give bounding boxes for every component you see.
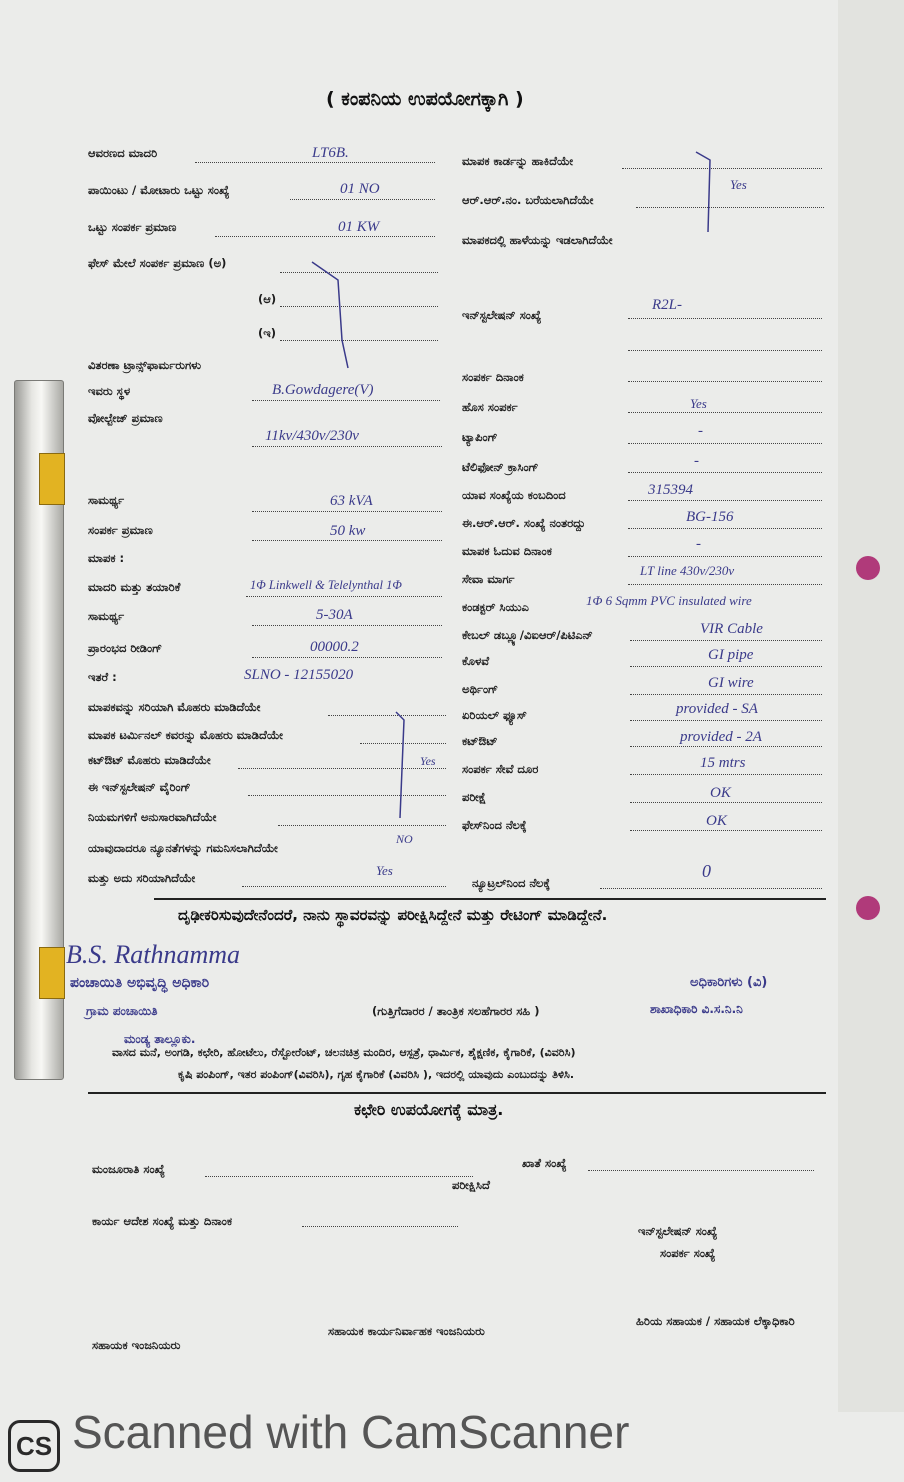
left-label-12: ಮಾದರಿ ಮತ್ತು ತಯಾರಿಕೆ bbox=[88, 580, 181, 594]
right-label-11: ಸೇವಾ ಮಾರ್ಗ bbox=[462, 572, 515, 586]
right-label-18: ಸಂಪರ್ಕ ಸೇವೆ ದೂರ bbox=[462, 762, 539, 776]
right-value-19: OK bbox=[710, 785, 731, 801]
punch-hole-top bbox=[856, 556, 880, 580]
camscanner-logo-icon: CS bbox=[8, 1420, 60, 1472]
sign-senior-assistant: ಹಿರಿಯ ಸಹಾಯಕ / ಸಹಾಯಕ ಲೆಕ್ಕಾಧಿಕಾರಿ bbox=[636, 1314, 795, 1328]
left-label-0: ಆವರಣದ ಮಾದರಿ bbox=[88, 146, 158, 160]
sign-assistant-engineer: ಸಹಾಯಕ ಇಂಜನಿಯರು bbox=[92, 1338, 181, 1352]
scanner-watermark: Scanned with CamScanner bbox=[72, 1406, 630, 1458]
right-value-20: OK bbox=[706, 813, 727, 829]
work-order-label: ಕಾರ್ಯ ಆದೇಶ ಸಂಖ್ಯೆ ಮತ್ತು ದಿನಾಂಕ bbox=[92, 1214, 233, 1228]
right-value-12: 1Φ 6 Sqmm PVC insulated wire bbox=[586, 593, 752, 608]
left-label-16: ಮಾಪಕವನ್ನು ಸರಿಯಾಗಿ ಮೊಹರು ಮಾಡಿದೆಯೇ bbox=[88, 700, 261, 714]
left-label-22: ಮತ್ತು ಅದು ಸರಿಯಾಗಿದೆಯೇ bbox=[88, 871, 196, 885]
left-value-12: 1Φ Linkwell & Telelynthal 1Φ bbox=[250, 578, 402, 592]
left-value-7: B.Gowdagere(V) bbox=[272, 382, 374, 398]
right-value-15: GI wire bbox=[708, 675, 754, 691]
left-label-17: ಮಾಪಕ ಟರ್ಮಿನಲ್ ಕವರನ್ನು ಮೊಹರು ಮಾಡಿದೆಯೇ bbox=[88, 728, 283, 742]
right-value-21: 0 bbox=[702, 861, 711, 881]
right-label-20: ಫೇಸ್‌ನಿಂದ ನೆಲಕ್ಕೆ bbox=[462, 818, 527, 832]
work-order-line bbox=[302, 1226, 458, 1227]
mark-bracket-bottom bbox=[396, 712, 404, 818]
form-title: ( ಕಂಪನಿಯ ಉಪಯೋಗಕ್ಕಾಗಿ ) bbox=[326, 88, 524, 110]
right-value-18: 15 mtrs bbox=[700, 755, 746, 771]
right-label-6: ಟ್ಯಾಪಿಂಗ್ bbox=[462, 430, 498, 444]
left-label-14: ಪ್ರಾರಂಭದ ರೀಡಿಂಗ್ bbox=[88, 641, 163, 655]
account-no-line bbox=[588, 1170, 814, 1171]
left-value-18: Yes bbox=[420, 754, 436, 768]
right-label-9: ಈ.ಆರ್.ಆರ್. ಸಂಖ್ಯೆ ನಂತರದ್ದು bbox=[462, 516, 586, 530]
right-value-7: - bbox=[694, 453, 699, 469]
left-label-20: ನಿಯಮಗಳಿಗೆ ಅನುಸಾರವಾಗಿದೆಯೇ bbox=[88, 810, 217, 824]
right-label-17: ಕಟ್‌ಔಟ್ bbox=[462, 734, 498, 748]
right-value-3: R2L- bbox=[652, 297, 682, 313]
account-no-label: ಖಾತೆ ಸಂಖ್ಯೆ bbox=[522, 1156, 567, 1170]
left-label-7: ಇವರು ಸ್ಥಳ bbox=[88, 384, 131, 398]
left-value-10: 50 kw bbox=[330, 523, 366, 539]
purpose-line2: ಕೃಷಿ ಪಂಪಿಂಗ್, ಇತರ ಪಂಪಿಂಗ್(ವಿವರಿಸಿ), ಗೃಹ ಕೈಗಾರಿಕೆ (ವಿವರಿಸಿ ), ಇದರಲ್ಲಿ ಯಾವುದು ಎಂಬುದನ್ನು ತಿಳಿಸಿ. bbox=[178, 1068, 575, 1081]
right-label-13: ಕೇಬಲ್ ಡಬ್ಲ್ಯೂ/ವಿಐಆರ್/ಪಿಟಿಎನ್ bbox=[462, 628, 593, 642]
office-heading: ಕಛೇರಿ ಉಪಯೋಗಕ್ಕೆ ಮಾತ್ರ. bbox=[354, 1100, 504, 1119]
clip-tab-top bbox=[39, 453, 65, 505]
contractor-caption: (ಗುತ್ತಿಗೆದಾರರ / ತಾಂತ್ರಿಕ ಸಲಹೆಗಾರರ ಸಹಿ ) bbox=[372, 1004, 540, 1018]
right-label-8: ಯಾವ ಸಂಖ್ಯೆಯ ಕಂಬದಿಂದ bbox=[462, 488, 566, 502]
left-label-13: ಸಾಮರ್ಥ್ಯ bbox=[88, 609, 125, 623]
sanction-no-line bbox=[205, 1176, 473, 1177]
stamp-line1: ಪಂಚಾಯಿತಿ ಅಭಿವೃದ್ಧಿ ಅಧಿಕಾರಿ bbox=[70, 975, 210, 991]
right-value-6: - bbox=[698, 423, 703, 439]
left-value-21: NO bbox=[396, 832, 413, 846]
left-label-3: ಫೇಸ್ ಮೇಲೆ ಸಂಪರ್ಕ ಪ್ರಮಾಣ (ಅ) bbox=[88, 256, 227, 270]
right-value-13: VIR Cable bbox=[700, 621, 763, 637]
left-label-8: ವೋಲ್ಟೇಜ್ ಪ್ರಮಾಣ bbox=[88, 411, 163, 425]
right-label-19: ಪರೀಕ್ಷೆ bbox=[462, 790, 487, 804]
sign-assistant-executive-engineer: ಸಹಾಯಕ ಕಾರ್ಯನಿರ್ವಾಹಕ ಇಂಜನಿಯರು bbox=[328, 1324, 485, 1338]
left-value-13: 5-30A bbox=[316, 607, 353, 623]
right-value-1: Yes bbox=[730, 177, 747, 192]
binder-clip bbox=[14, 380, 64, 1080]
right-label-12: ಕಂಡಕ್ಟರ್ ಸಿಯುಎ bbox=[462, 600, 529, 614]
right-label-5: ಹೊಸ ಸಂಪರ್ಕ bbox=[462, 400, 518, 414]
left-value-8: 11kv/430v/230v bbox=[265, 428, 359, 444]
right-value-9: BG-156 bbox=[686, 509, 734, 525]
installation-no-label: ಇನ್‌ಸ್ಟಲೇಷನ್ ಸಂಖ್ಯೆ bbox=[638, 1224, 718, 1238]
sanction-no-label: ಮಂಜೂರಾತಿ ಸಂಖ್ಯೆ bbox=[92, 1162, 165, 1176]
right-value-16: provided - SA bbox=[676, 701, 758, 717]
left-label-1: ಪಾಯಿಂಟು / ಮೋಟಾರು ಒಟ್ಟು ಸಂಖ್ಯೆ bbox=[88, 183, 230, 197]
stamp-line2: ಗ್ರಾಮ ಪಂಚಾಯಿತಿ bbox=[86, 1004, 158, 1018]
left-value-0: LT6B. bbox=[312, 145, 349, 161]
right-label-15: ಅರ್ಥಿಂಗ್ bbox=[462, 682, 499, 696]
right-label-16: ಏರಿಯಲ್ ಫ್ಯೂಸ್ bbox=[462, 708, 527, 722]
left-value-1: 01 NO bbox=[340, 181, 380, 197]
mark-bracket-top bbox=[312, 262, 348, 368]
right-value-17: provided - 2A bbox=[680, 729, 762, 745]
right-label-2: ಮಾಪಕದಲ್ಲಿ ಹಾಳೆಯನ್ನು ಇಡಲಾಗಿದೆಯೇ bbox=[462, 233, 613, 247]
clip-tab-bottom bbox=[39, 947, 65, 999]
right-label-10: ಮಾಪಕ ಓದುವ ದಿನಾಂಕ bbox=[462, 544, 552, 558]
left-value-22: Yes bbox=[376, 863, 393, 878]
left-label-11: ಮಾಪಕ : bbox=[88, 551, 125, 565]
left-label-18: ಕಟ್‌ಔಟ್ ಮೊಹರು ಮಾಡಿದೆಯೇ bbox=[88, 753, 211, 767]
certification-statement: ದೃಢೀಕರಿಸುವುದೇನೆಂದರೆ, ನಾನು ಸ್ಥಾವರವನ್ನು ಪರೀಕ್ಷಿಸಿದ್ದೇನೆ ಮತ್ತು ರೇಟಿಂಗ್ ಮಾಡಿದ್ದೇನೆ. bbox=[178, 906, 608, 924]
left-label-4: (ಆ) bbox=[258, 292, 277, 306]
left-value-2: 01 KW bbox=[338, 219, 380, 235]
left-label-10: ಸಂಪರ್ಕ ಪ್ರಮಾಣ bbox=[88, 523, 153, 537]
divider-bottom bbox=[88, 1092, 826, 1094]
right-value-11: LT line 430v/230v bbox=[640, 563, 735, 578]
purpose-line1: ವಾಸದ ಮನೆ, ಅಂಗಡಿ, ಕಛೇರಿ, ಹೋಟೆಲು, ರೆಸ್ಟೋರೆಂಟ್, ಚಲನಚಿತ್ರ ಮಂದಿರ, ಆಸ್ಪತ್ರೆ, ಧಾರ್ಮಿಕ, ಶೈಕ್ಷಣಿಕ, ಕೈಗಾರಿಕೆ, (ವಿವರಿಸಿ) bbox=[112, 1046, 576, 1059]
right-value-8: 315394 bbox=[648, 482, 693, 498]
checked-label: ಪರೀಕ್ಷಿಸಿದೆ bbox=[452, 1178, 490, 1192]
left-label-19: ಈ ಇನ್‌ಸ್ಟಲೇಷನ್ ವೈರಿಂಗ್ bbox=[88, 780, 191, 794]
left-value-15: SLNO - 12155020 bbox=[244, 667, 354, 683]
left-label-2: ಒಟ್ಟು ಸಂಪರ್ಕ ಪ್ರಮಾಣ bbox=[88, 220, 177, 234]
right-value-10: - bbox=[696, 536, 701, 552]
left-label-6: ವಿತರಣಾ ಟ್ರಾನ್ಸ್‌ಫಾರ್ಮರುಗಳು bbox=[88, 358, 202, 372]
right-value-5: Yes bbox=[690, 396, 707, 411]
officer-line1: ಅಧಿಕಾರಿಗಳು (ವಿ) bbox=[690, 975, 768, 990]
divider-top bbox=[154, 898, 826, 900]
signer-name: B.S. Rathnamma bbox=[66, 940, 241, 969]
right-value-14: GI pipe bbox=[708, 647, 754, 663]
right-label-14: ಕೊಳವೆ bbox=[462, 654, 490, 668]
right-label-4: ಸಂಪರ್ಕ ದಿನಾಂಕ bbox=[462, 370, 524, 384]
officer-line2: ಶಾಖಾಧಿಕಾರಿ ವಿ.ಸ.ನಿ.ನಿ bbox=[650, 1002, 743, 1016]
right-label-1: ಆರ್.ಆರ್.ನಂ. ಬರೆಯಲಾಗಿದೆಯೇ bbox=[462, 193, 594, 207]
right-label-7: ಟೆಲಿಫೋನ್ ಕ್ರಾಸಿಂಗ್ bbox=[462, 460, 539, 474]
left-label-5: (ಇ) bbox=[258, 326, 276, 340]
right-label-0: ಮಾಪಕ ಕಾರ್ಡನ್ನು ಹಾಕಿದೆಯೇ bbox=[462, 154, 574, 168]
left-value-9: 63 kVA bbox=[330, 493, 373, 509]
stamp-line3: ಮಂಡ್ಯ ತಾಲ್ಲೂಕು. bbox=[124, 1032, 196, 1046]
left-label-9: ಸಾಮರ್ಥ್ಯ bbox=[88, 493, 125, 507]
right-label-3: ಇನ್‌ಸ್ಟಲೇಷನ್ ಸಂಖ್ಯೆ bbox=[462, 308, 542, 322]
punch-hole-bottom bbox=[856, 896, 880, 920]
left-label-15: ಇತರೆ : bbox=[88, 670, 117, 684]
left-value-14: 00000.2 bbox=[310, 639, 359, 655]
mark-bracket-right bbox=[696, 152, 710, 232]
connection-no-label: ಸಂಪರ್ಕ ಸಂಖ್ಯೆ bbox=[660, 1246, 716, 1260]
right-label-21: ನ್ಯೂಟ್ರಲ್‌ನಿಂದ ನೆಲಕ್ಕೆ bbox=[472, 876, 551, 890]
left-label-21: ಯಾವುದಾದರೂ ನ್ಯೂನತೆಗಳನ್ನು ಗಮನಿಸಲಾಗಿದೆಯೇ bbox=[88, 841, 278, 855]
